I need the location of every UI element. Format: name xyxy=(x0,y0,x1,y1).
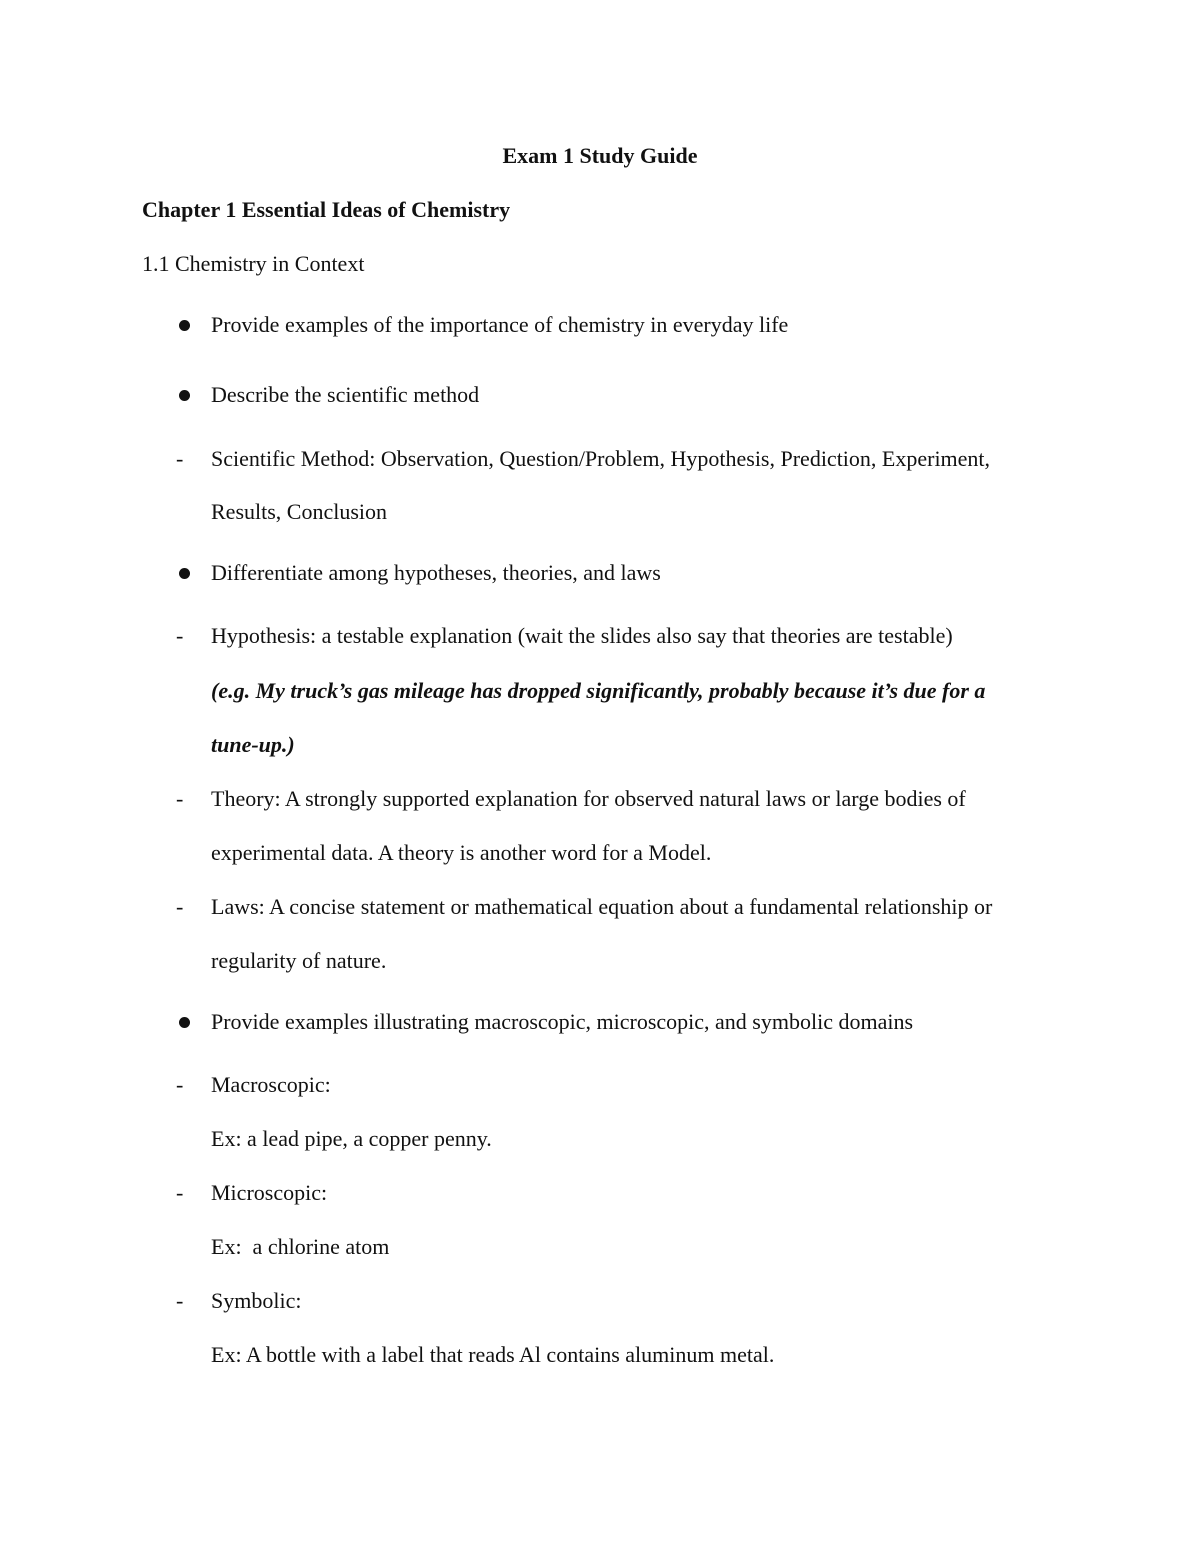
example-note xyxy=(0,731,1200,759)
list-item xyxy=(0,559,1200,587)
bullet-dot-icon xyxy=(179,568,190,579)
list-item-text: Describe the scientific method xyxy=(211,382,480,407)
list-item-continuation xyxy=(0,1125,1200,1153)
list-item xyxy=(0,1071,1200,1099)
bullet-dot-icon xyxy=(179,1017,190,1028)
list-item xyxy=(0,893,1200,921)
list-item-text: Ex: a chlorine atom xyxy=(211,1234,390,1259)
list-item-text: Symbolic: xyxy=(211,1288,302,1313)
list-item-text: Provide examples of the importance of chemistry in everyday life xyxy=(211,312,789,337)
dash-marker: - xyxy=(176,1072,184,1097)
list-item-continuation xyxy=(0,947,1200,975)
example-note xyxy=(0,677,1200,705)
bullet-dot-icon xyxy=(179,320,190,331)
list-item xyxy=(0,785,1200,813)
list-item-text: Results, Conclusion xyxy=(211,499,388,524)
list-item xyxy=(0,311,1200,339)
chapter-heading: Chapter 1 Essential Ideas of Chemistry xyxy=(142,197,511,222)
list-item-continuation xyxy=(0,1233,1200,1261)
list-item-text: Ex: A bottle with a label that reads Al contains aluminum metal. xyxy=(211,1342,775,1367)
list-item-continuation xyxy=(0,1341,1200,1369)
example-note-text: tune-up.) xyxy=(211,732,295,757)
list-item-text: regularity of nature. xyxy=(211,948,387,973)
list-item xyxy=(0,1008,1200,1036)
bullet-dot-icon xyxy=(179,390,190,401)
dash-marker: - xyxy=(176,623,184,648)
list-item-text: experimental data. A theory is another word for a Model. xyxy=(211,840,712,865)
list-item-continuation xyxy=(0,498,1200,526)
list-item xyxy=(0,622,1200,650)
dash-marker: - xyxy=(176,1288,184,1313)
list-item-text: Provide examples illustrating macroscopic, microscopic, and symbolic domains xyxy=(211,1009,914,1034)
list-item xyxy=(0,1287,1200,1315)
section-heading: 1.1 Chemistry in Context xyxy=(142,251,365,276)
dash-marker: - xyxy=(176,894,184,919)
list-item-text: Macroscopic: xyxy=(211,1072,331,1097)
list-item xyxy=(0,381,1200,409)
list-item-text: Laws: A concise statement or mathematical equation about a fundamental relationship or xyxy=(211,894,993,919)
list-item-text: Microscopic: xyxy=(211,1180,328,1205)
dash-marker: - xyxy=(176,446,184,471)
example-note-text: (e.g. My truck’s gas mileage has dropped significantly, probably because it’s due for a xyxy=(211,678,986,703)
list-item-text: Theory: A strongly supported explanation for observed natural laws or large bodies of xyxy=(211,786,966,811)
list-item-text: Hypothesis: a testable explanation (wait the slides also say that theories are testable) xyxy=(211,623,953,648)
list-item xyxy=(0,1179,1200,1207)
list-item-text: Ex: a lead pipe, a copper penny. xyxy=(211,1126,492,1151)
list-item-text: Scientific Method: Observation, Question/Problem, Hypothesis, Prediction, Experiment, xyxy=(211,446,991,471)
list-item-text: Differentiate among hypotheses, theories, and laws xyxy=(211,560,661,585)
list-item-continuation xyxy=(0,839,1200,867)
list-item xyxy=(0,445,1200,473)
page-title: Exam 1 Study Guide xyxy=(502,143,698,168)
dash-marker: - xyxy=(176,786,184,811)
dash-marker: - xyxy=(176,1180,184,1205)
